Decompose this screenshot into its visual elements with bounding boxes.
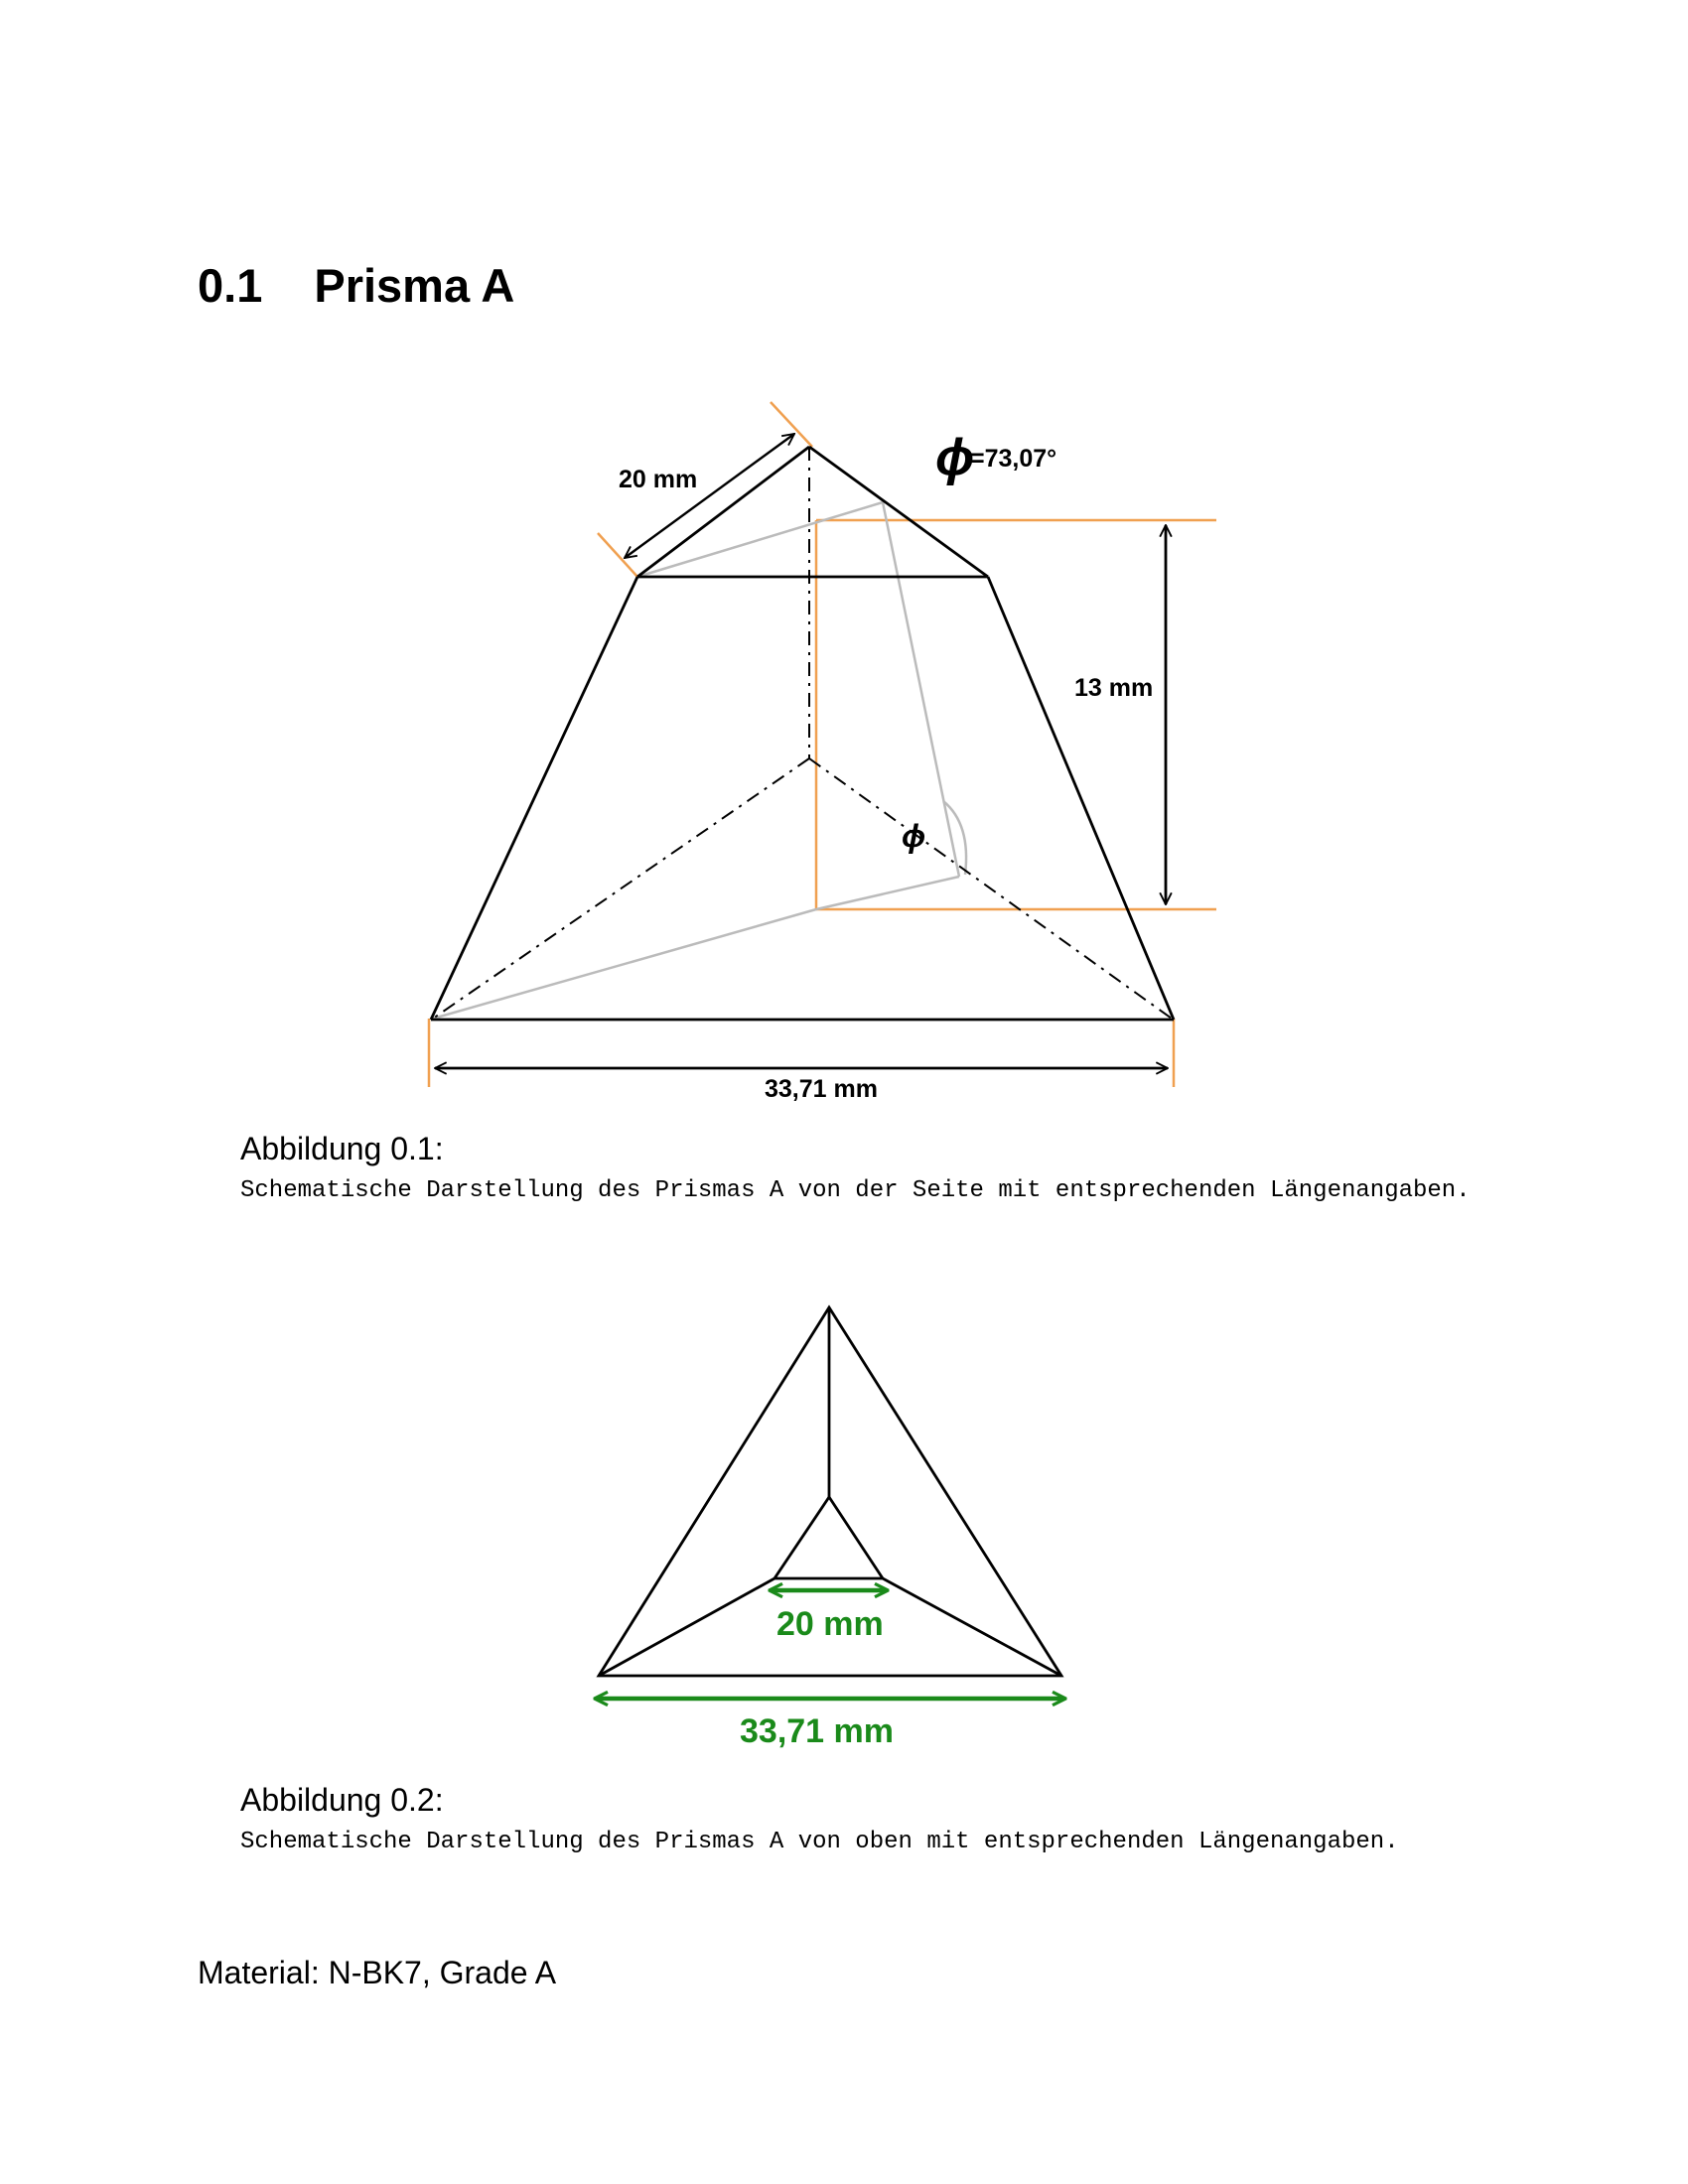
section-heading: [198, 259, 515, 312]
base-label: 33,71 mm: [765, 1075, 878, 1103]
hidden-edges: [433, 447, 1172, 1019]
gray-construction-lines: [433, 502, 966, 1019]
figure-top-view: [566, 1291, 1082, 1767]
angle-value-label: =73,07°: [970, 445, 1057, 473]
figure-side-view: [427, 397, 1241, 1112]
height-label: 13 mm: [1074, 674, 1154, 702]
section-title: Prisma A: [314, 259, 515, 312]
figure2-caption-title: Abbildung 0.2:: [240, 1782, 444, 1818]
outer-label: 33,71 mm: [740, 1712, 894, 1750]
section-number: 0.1: [198, 259, 263, 312]
material-line: Material: N-BK7, Grade A: [198, 1955, 557, 1990]
figure2-caption-text: Schematische Darstellung des Prismas A von oben mit entsprechenden Längenangaben.: [240, 1829, 1399, 1855]
figure1-caption-text: Schematische Darstellung des Prismas A von der Seite mit entsprechenden Längenangaben.: [240, 1177, 1471, 1204]
figure1-caption-title: Abbildung 0.1:: [240, 1131, 444, 1166]
top-edge-label: 20 mm: [619, 466, 698, 493]
angle-symbol-small: ϕ: [902, 818, 926, 854]
top-edge-dimension-arrow: [625, 434, 794, 558]
prism-outline: [431, 447, 1174, 1020]
inner-label: 20 mm: [776, 1605, 884, 1643]
angle-symbol-large: ϕ: [935, 429, 975, 486]
orange-construction-lines: [429, 402, 1216, 1087]
